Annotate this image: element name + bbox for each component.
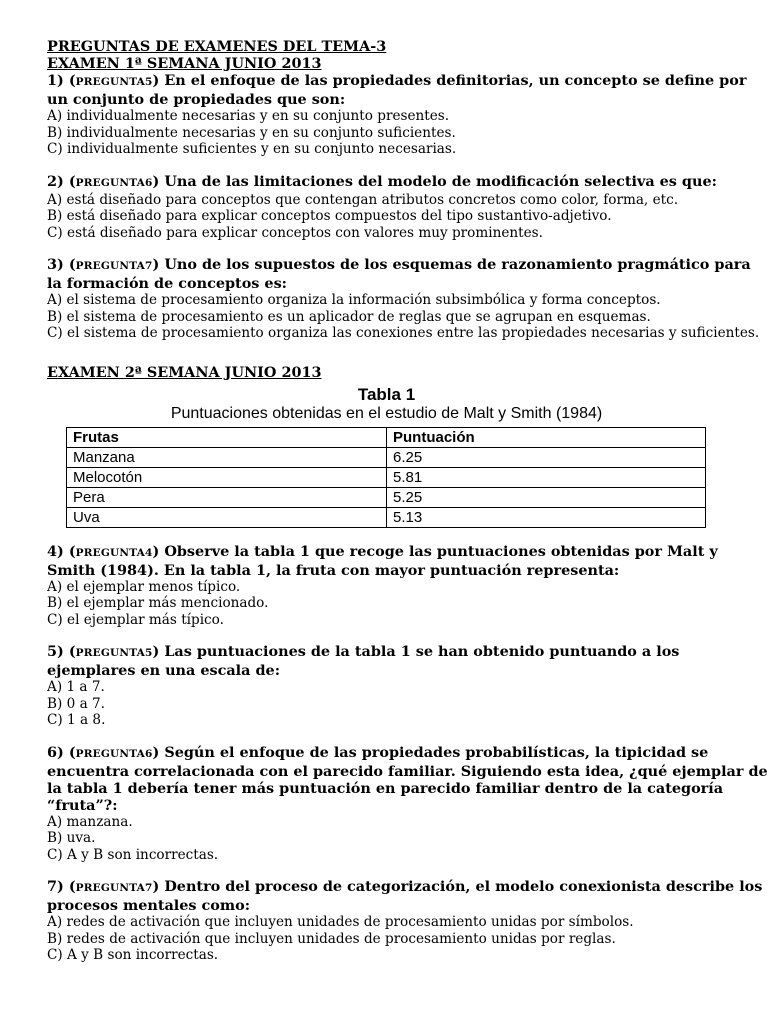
- score-cell: 5.25: [387, 487, 706, 507]
- question-number: 7) (: [47, 878, 76, 895]
- table-row: [67, 447, 706, 467]
- exam-2-heading: EXAMEN 2ª SEMANA JUNIO 2013: [47, 363, 322, 381]
- question-5: [47, 643, 768, 729]
- option-a: A) individualmente necesarias y en su conjunto presentes.: [47, 108, 450, 124]
- table-row: [67, 487, 706, 507]
- score-cell: 6.25: [387, 447, 706, 467]
- table-row: [67, 467, 706, 487]
- question-tag: PREGUNTA6: [75, 747, 153, 760]
- question-6: [47, 744, 768, 864]
- option-b: B) uva.: [47, 830, 96, 846]
- question-tag: PREGUNTA5: [75, 647, 153, 659]
- table-1: [60, 385, 713, 528]
- option-c: C) individualmente suficientes y en su conjunto necesarias.: [47, 141, 457, 157]
- option-b: B) el sistema de procesamiento es un aplicador de reglas que se agrupan en esquemas.: [47, 308, 651, 325]
- option-c: C) el sistema de procesamiento organiza las conexiones entre las propiedades necesarias y suficientes.: [47, 325, 760, 341]
- question-text: ) Una de las limitaciones del modelo de modificación selectiva es que:: [152, 172, 717, 190]
- question-4: [47, 543, 768, 629]
- question-text: ) Las puntuaciones de la tabla 1 se han obtenido puntuando a los ejemplares en una escala de:: [47, 643, 680, 679]
- question-text: ) Observe la tabla 1 que recoge las puntuaciones obtenidas por Malt y Smith (1984). En la tabla 1, la fruta con mayor puntuación representa:: [47, 542, 718, 579]
- question-text: ) En el enfoque de las propiedades definitorias, un concepto se define por un conjunto de propiedades que son:: [47, 72, 747, 108]
- question-7: [47, 878, 768, 964]
- table-subtitle: Puntuaciones obtenidas en el estudio de Malt y Smith (1984): [170, 404, 603, 422]
- question-text: ) Uno de los supuestos de los esquemas de razonamiento pragmático para la formación de conceptos es:: [47, 256, 751, 292]
- question-tag: PREGUNTA5: [75, 76, 153, 88]
- question-number: 2) (: [47, 172, 76, 190]
- question-tag: PREGUNTA7: [75, 260, 153, 272]
- option-b: B) el ejemplar más mencionado.: [47, 595, 269, 611]
- table-title: Tabla 1: [357, 384, 416, 404]
- option-c: C) A y B son incorrectas.: [47, 947, 219, 963]
- question-tag: PREGUNTA6: [75, 176, 153, 189]
- scores-table: [66, 427, 706, 528]
- option-c: C) 1 a 8.: [47, 712, 106, 728]
- fruit-cell: Melocotón: [67, 467, 387, 487]
- document-title: PREGUNTAS DE EXAMENES DEL TEMA-3: [47, 38, 387, 55]
- question-2: [47, 173, 768, 242]
- question-number: 6) (: [47, 743, 76, 761]
- score-cell: 5.81: [387, 467, 706, 487]
- option-c: C) está diseñado para explicar conceptos con valores muy prominentes.: [47, 224, 543, 241]
- question-tag: PREGUNTA7: [75, 882, 153, 894]
- option-a: A) el sistema de procesamiento organiza la información subsimbólica y forma conceptos.: [47, 292, 661, 308]
- option-a: A) manzana.: [47, 813, 133, 830]
- question-text: ) Según el enfoque de las propiedades probabilísticas, la tipicidad se encuentra correlacionada con el parecido familiar. Siguiendo esta idea, ¿qué ejemplar de la tabla 1 debería tener más puntuación en parecido familiar dentro de la categoría “fruta”?:: [47, 743, 768, 814]
- score-cell: 5.13: [387, 507, 706, 527]
- option-b: B) está diseñado para explicar conceptos compuestos del tipo sustantivo-adjetivo.: [47, 208, 612, 224]
- column-header: Frutas: [67, 427, 387, 447]
- question-3: [47, 256, 768, 342]
- fruit-cell: Uva: [67, 507, 387, 527]
- fruit-cell: Pera: [67, 487, 387, 507]
- fruit-cell: Manzana: [67, 447, 387, 467]
- question-number: 5) (: [47, 643, 76, 660]
- exam-1-heading: EXAMEN 1ª SEMANA JUNIO 2013: [47, 55, 322, 72]
- question-number: 4) (: [47, 542, 76, 560]
- option-c: C) A y B son incorrectas.: [47, 846, 219, 863]
- option-a: A) redes de activación que incluyen unidades de procesamiento unidas por símbolos.: [47, 914, 634, 930]
- question-tag: PREGUNTA4: [75, 546, 153, 559]
- option-b: B) 0 a 7.: [47, 695, 105, 712]
- question-1: [47, 72, 768, 158]
- table-row: [67, 507, 706, 527]
- option-b: B) individualmente necesarias y en su conjunto suficientes.: [47, 124, 456, 141]
- question-text: ) Dentro del proceso de categorización, el modelo conexionista describe los procesos mentales como:: [47, 878, 763, 914]
- option-c: C) el ejemplar más típico.: [47, 611, 224, 628]
- option-a: A) está diseñado para conceptos que contengan atributos concretos como color, forma, etc.: [47, 191, 679, 208]
- column-header: Puntuación: [387, 427, 706, 447]
- option-b: B) redes de activación que incluyen unidades de procesamiento unidas por reglas.: [47, 930, 616, 947]
- question-number: 3) (: [47, 256, 76, 273]
- option-a: A) el ejemplar menos típico.: [47, 578, 241, 595]
- question-number: 1) (: [47, 72, 76, 89]
- table-header-row: [67, 427, 706, 447]
- option-a: A) 1 a 7.: [47, 679, 105, 695]
